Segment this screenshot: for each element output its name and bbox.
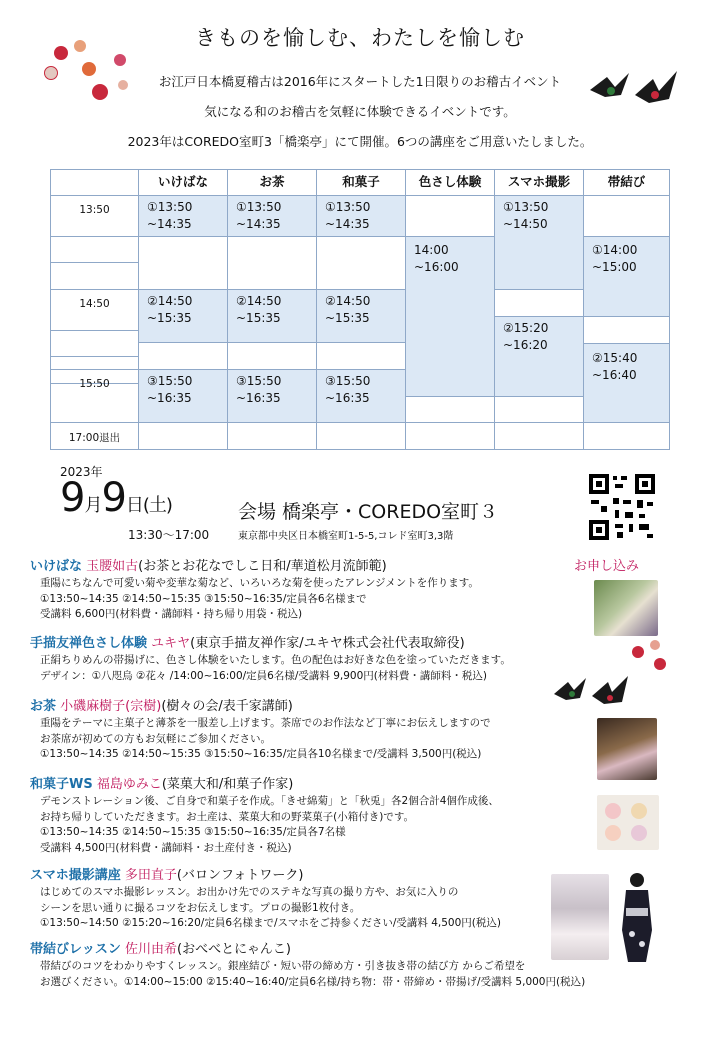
slot-empty	[316, 342, 406, 370]
time-label: 17:00退出	[50, 422, 139, 450]
header-corner	[50, 169, 139, 196]
slot-empty	[583, 422, 670, 450]
plum-blossom-decoration	[632, 640, 672, 676]
wagashi-photo	[597, 795, 659, 850]
header-wagashi: 和菓子	[316, 169, 406, 196]
intro-line-1: お江戸日本橋夏稽古は2016年にスタートした1日限りのお稽古イベント	[158, 74, 562, 89]
course-line: お選びください。①14:00~15:00 ②15:40~16:40/定員6名様/持ち物：帯・帯締め・帯揚げ/受講料 5,000円(税込)	[40, 975, 586, 988]
time-blank	[50, 330, 139, 357]
course-line: お持ち帰りしていただきます。お土産は、菜菓大和の野菜菓子(小箱付き)です。	[40, 810, 415, 823]
header-ikebana: いけばな	[138, 169, 228, 196]
course-line: デモンストレーション後、ご自身で和菓子を作成。「きせ綿菊」と「秋兎」各2個合計4個作成後、	[40, 795, 499, 807]
slot-empty	[227, 422, 317, 450]
course-line: 受講料 4,500円(材料費・講師料・お土産付き・税込)	[40, 841, 292, 854]
course-kind: 手描友禅色さし体験	[30, 636, 148, 651]
course-ikebana	[30, 557, 590, 623]
smartphone-instructor-photo	[551, 874, 609, 960]
instructor-name: 佐川由希	[125, 942, 178, 957]
apply-link[interactable]: お申し込み	[574, 559, 640, 574]
time-blank	[50, 262, 139, 290]
instructor-name: 小磯麻樹子(宗樹)	[60, 699, 162, 714]
time-label: 14:50	[50, 289, 139, 331]
event-hours: 13:30～17:00	[128, 528, 210, 542]
slot-empty	[138, 422, 228, 450]
course-line: はじめてのスマホ撮影レッスン。お出かけ先でのステキな写真の撮り方や、お気に入りの	[40, 886, 459, 898]
kimono-figure-illustration	[612, 870, 662, 966]
header-obi: 帯結び	[583, 169, 670, 196]
slot-wagashi-3: ③15:50 ~16:35	[316, 369, 406, 423]
slot-empty	[583, 195, 670, 237]
slot-smartphone-1: ①13:50 ~14:50	[494, 195, 584, 290]
course-kind: 和菓子WS	[30, 777, 93, 792]
course-line: シーンを思い通りに撮るコツをお伝えします。プロの撮影1枚付き。	[40, 901, 361, 914]
slot-ocha-2: ②14:50 ~15:35	[227, 289, 317, 343]
event-address: 東京都中央区日本橋室町1-5-5,コレド室町3,3階	[238, 531, 454, 542]
slot-empty	[494, 422, 584, 450]
slot-smartphone-2: ②15:20 ~16:20	[494, 316, 584, 397]
instructor-role: (お茶とお花なでしこ日和/華道松月流師範)	[138, 559, 387, 574]
slot-empty	[405, 422, 495, 450]
instructor-name: ユキヤ	[151, 636, 191, 651]
slot-empty	[316, 236, 406, 290]
course-line: 正絹ちりめんの帯揚げに、色さし体験をいたします。色の配色はお好きな色を塗っていただきます。	[40, 654, 511, 666]
slot-ikebana-3: ③15:50 ~16:35	[138, 369, 228, 423]
course-wagashi	[30, 775, 590, 856]
page-title: きものを愉しむ、わたしを愉しむ	[195, 26, 525, 50]
slot-obi-2: ②15:40 ~16:40	[583, 343, 670, 423]
course-line: ①13:50~14:35 ②14:50~15:35 ③15:50~16:35/定員各10名様まで/受講料 3,500円(税込)	[40, 748, 482, 760]
ocha-photo	[597, 718, 657, 780]
course-kind: スマホ撮影講座	[30, 868, 121, 883]
instructor-name: 福島ゆみこ	[96, 777, 162, 792]
event-venue: 会場 橋楽亭・COREDO室町３	[238, 501, 499, 523]
slot-empty	[227, 236, 317, 290]
course-kind: お茶	[30, 699, 57, 714]
course-kind: いけばな	[30, 559, 83, 574]
course-line: 重陽をテーマに主菓子と薄茶を一服差し上げます。茶席でのお作法など丁寧にお伝えしますので	[40, 717, 491, 729]
course-ocha	[30, 697, 590, 763]
slot-wagashi-1: ①13:50 ~14:35	[316, 195, 406, 237]
course-obi	[30, 940, 630, 990]
schedule-table	[50, 169, 670, 450]
slot-irosashi-1: 14:00 ~16:00	[405, 236, 495, 397]
instructor-role: (おべべとにゃんこ)	[177, 942, 291, 957]
course-line: デザイン：①八咫烏 ②花々 /14:00~16:00/定員6名様/受講料 9,900円(材料費・講師料・税込)	[40, 669, 487, 682]
instructor-name: 玉腰如古	[86, 559, 139, 574]
header-irosashi: 色さし体験	[405, 169, 495, 196]
course-line: 受講料 6,600円(材料費・講師料・持ち帰り用袋・税込)	[40, 608, 303, 620]
course-line: 帯結びのコツをわかりやすくレッスン。銀座結び・短い帯の締め方・引き抜き帯の結び方 からご希望を	[40, 960, 526, 972]
header-smartphone: スマホ撮影	[494, 169, 584, 196]
time-label: 13:50	[50, 195, 139, 237]
course-smartphone	[30, 866, 590, 932]
slot-ikebana-1: ①13:50 ~14:35	[138, 195, 228, 237]
instructor-role: (バロンフォトワーク)	[176, 868, 304, 883]
course-line: 重陽にちなんで可愛い菊や変華な菊など、いろいろな菊を使ったアレンジメントを作ります。	[40, 577, 479, 589]
slot-wagashi-2: ②14:50 ~15:35	[316, 289, 406, 343]
slot-empty	[138, 342, 228, 370]
course-line: ①13:50~14:50 ②15:20~16:20/定員6名様まで/スマホをご持参ください/受講料 4,500円(税込)	[40, 917, 501, 929]
slot-ocha-3: ③15:50 ~16:35	[227, 369, 317, 423]
course-line: ①13:50~14:35 ②14:50~15:35 ③15:50~16:35/定員各6名様まで	[40, 592, 367, 605]
instructor-role: (東京手描友禅作家/ユキヤ株式会社代表取締役)	[190, 636, 465, 651]
header-ocha: お茶	[227, 169, 317, 196]
instructor-role: (樹々の会/表千家講師)	[161, 699, 293, 714]
swallow-decoration	[552, 672, 632, 712]
slot-empty	[138, 236, 228, 290]
course-kind: 帯結びレッスン	[30, 942, 121, 957]
course-line: お茶席が初めての方もお気軽にご参加ください。	[40, 732, 271, 745]
ikebana-photo	[594, 580, 658, 636]
slot-empty	[494, 396, 584, 423]
qr-code[interactable]	[587, 472, 657, 542]
instructor-role: (菜菓大和/和菓子作家)	[161, 777, 294, 792]
slot-empty	[494, 289, 584, 317]
intro-line-2: 気になる和のお稽古を気軽に体験できるイベントです。	[204, 104, 516, 119]
time-blank	[50, 236, 139, 263]
slot-empty	[583, 316, 670, 344]
slot-empty	[405, 396, 495, 423]
event-date: 9月9日(土)	[60, 475, 172, 521]
course-line: ①13:50~14:35 ②14:50~15:35 ③15:50~16:35/定員各7名様	[40, 826, 346, 838]
slot-empty	[405, 195, 495, 237]
time-label: 15:50	[50, 369, 139, 423]
instructor-name: 多田直子	[124, 868, 177, 883]
slot-ocha-1: ①13:50 ~14:35	[227, 195, 317, 237]
course-irosashi	[30, 634, 590, 684]
intro-line-3: 2023年はCOREDO室町3「橋楽亭」にて開催。6つの講座をご用意いたしました。	[127, 134, 593, 149]
event-year: 2023年	[60, 465, 103, 479]
slot-empty	[227, 342, 317, 370]
slot-ikebana-2: ②14:50 ~15:35	[138, 289, 228, 343]
slot-obi-1: ①14:00 ~15:00	[583, 236, 670, 317]
slot-empty	[316, 422, 406, 450]
